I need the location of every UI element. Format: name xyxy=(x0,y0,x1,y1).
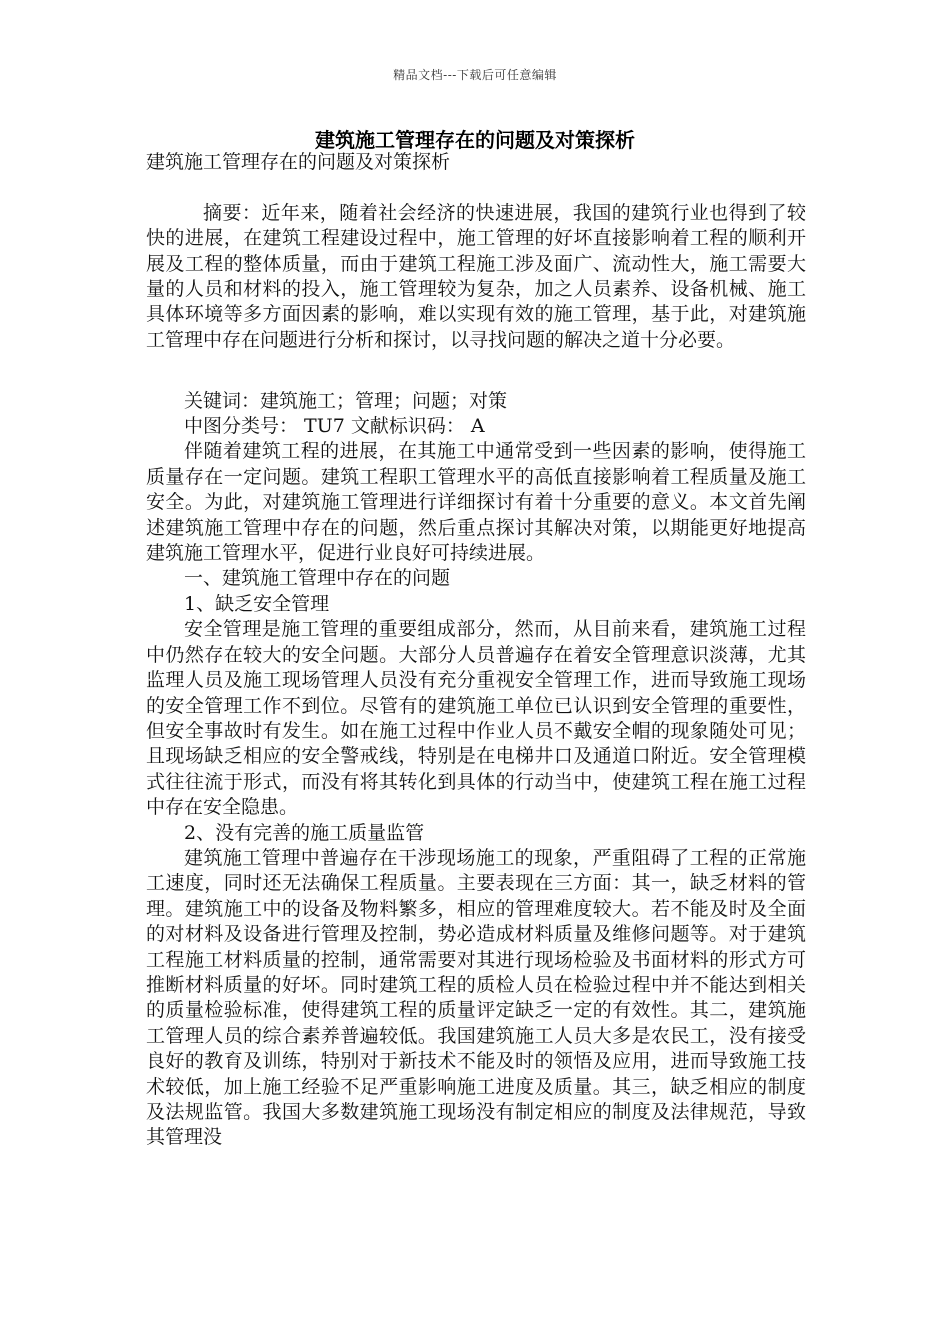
page-title: 建筑施工管理存在的问题及对策探析 xyxy=(315,128,635,152)
abstract-paragraph: 摘要：近年来，随着社会经济的快速进展，我国的建筑行业也得到了较快的进展，在建筑工程建设过程中，施工管理的好坏直接影响着工程的顺利开展及工程的整体质量，而由于建筑工程施工涉及面广、流动性大，施工需要大量的人员和材料的投入，施工管理较为复杂，加之人员素养、设备机械、施工具体环境等多方面因素的影响，难以实现有效的施工管理，基于此，对建筑施工管理中存在问题进行分析和探讨，以寻找问题的解决之道十分必要。 xyxy=(146,201,806,351)
intro-paragraph: 伴随着建筑工程的进展，在其施工中通常受到一些因素的影响，使得施工质量存在一定问题。建筑工程职工管理水平的高低直接影响着工程质量及施工安全。为此，对建筑施工管理进行详细探讨有着十分重要的意义。本文首先阐述建筑施工管理中存在的问题，然后重点探讨其解决对策，以期能更好地提高建筑施工管理水平，促进行业良好可持续进展。 xyxy=(146,440,806,565)
classification-line: 中图分类号： TU7 文献标识码： A xyxy=(184,415,485,438)
document-subtitle: 建筑施工管理存在的问题及对策探析 xyxy=(146,151,451,173)
subsection-heading-quality: 2、没有完善的施工质量监管 xyxy=(184,821,425,844)
safety-paragraph: 安全管理是施工管理的重要组成部分，然而，从目前来看，建筑施工过程中仍然存在较大的安全问题。大部分人员普遍存在着安全管理意识淡薄，尤其监理人员及施工现场管理人员没有充分重视安全管理工作，进而导致施工现场的安全管理工作不到位。尽管有的建筑施工单位已认识到安全管理的重要性，但安全事故时有发生。如在施工过程中作业人员不戴安全帽的现象随处可见；且现场缺乏相应的安全警戒线，特别是在电梯井口及通道口附近。安全管理模式往往流于形式，而没有将其转化到具体的行动当中，使建筑工程在施工过程中存在安全隐患。 xyxy=(146,618,806,819)
header-note: 精品文档---下载后可任意编辑 xyxy=(393,68,557,82)
document-body xyxy=(146,150,806,1151)
subsection-heading-safety: 1、缺乏安全管理 xyxy=(184,592,330,615)
quality-paragraph: 建筑施工管理中普遍存在干涉现场施工的现象，严重阻碍了工程的正常施工速度，同时还无法确保工程质量。主要表现在三方面：其一，缺乏材料的管理。建筑施工中的设备及物料繁多，相应的管理难度较大。若不能及时及全面的对材料及设备进行管理及控制，势必造成材料质量及维修问题等。对于建筑工程施工材料质量的控制，通常需要对其进行现场检验及书面材料的形式方可推断材料质量的好坏。同时建筑工程的质检人员在检验过程中并不能达到相关的质量检验标准，使得建筑工程的质量评定缺乏一定的有效性。其二，建筑施工管理人员的综合素养普遍较低。我国建筑施工人员大多是农民工，没有接受良好的教育及训练，特别对于新技术不能及时的领悟及应用，进而导致施工技术较低，加上施工经验不足严重影响施工进度及质量。其三，缺乏相应的制度及法规监管。我国大多数建筑施工现场没有制定相应的制度及法律规范，导致其管理没 xyxy=(146,846,806,1149)
section-heading-problems: 一、建筑施工管理中存在的问题 xyxy=(184,567,451,590)
keywords-line: 关键词：建筑施工；管理；问题；对策 xyxy=(184,389,508,412)
